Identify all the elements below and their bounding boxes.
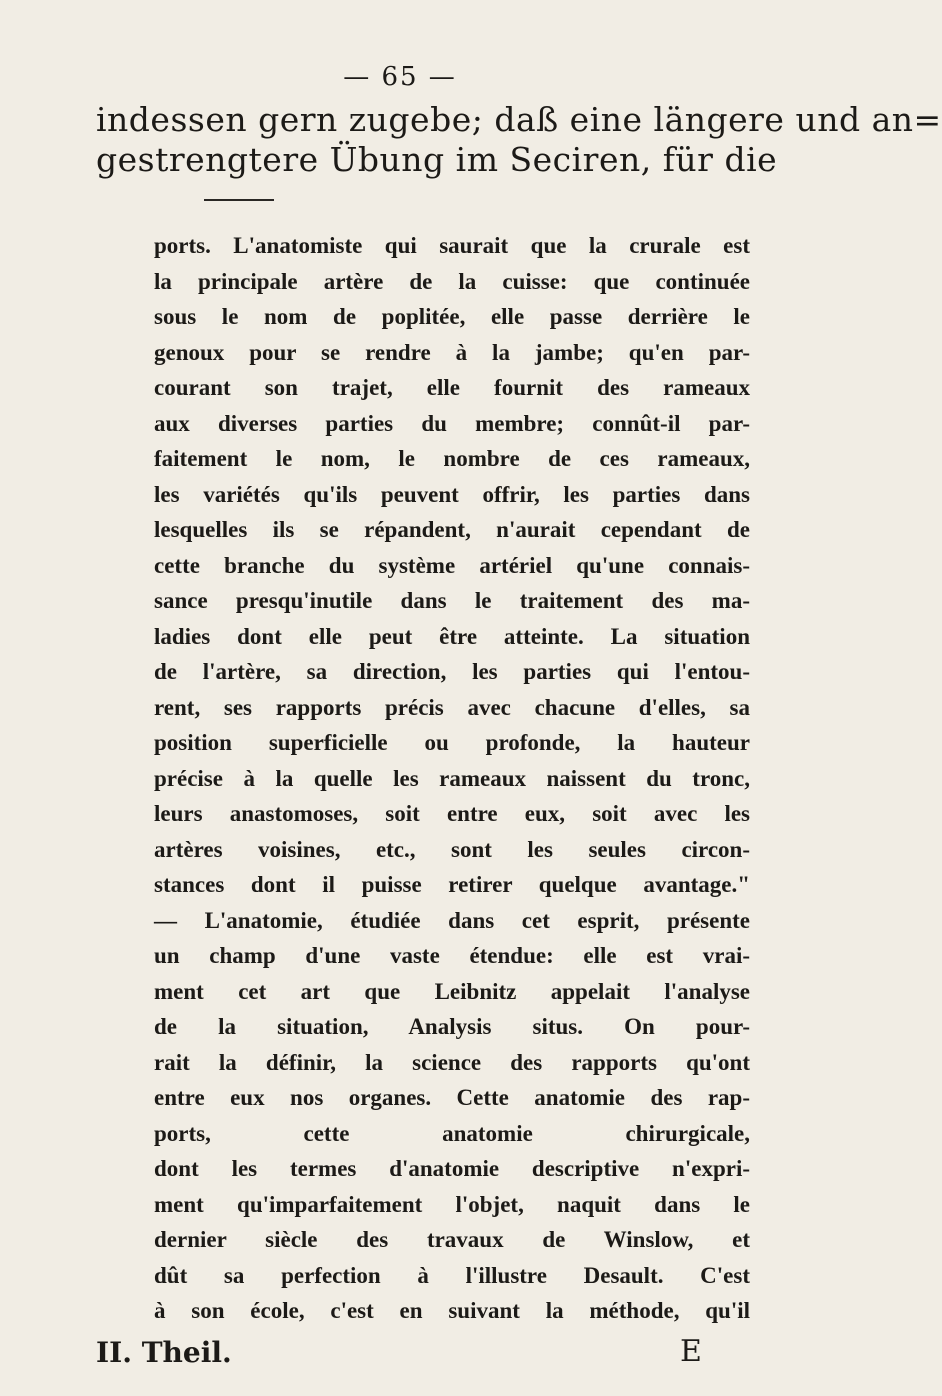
french-text-line: cette branche du système artériel qu'une connais-	[154, 552, 750, 578]
french-text-line: ment qu'imparfaitement l'objet, naquit dans le	[154, 1191, 750, 1217]
french-text-line: lesquelles ils se répandent, n'aurait cependant de	[154, 517, 750, 542]
french-text-line: aux diverses parties du membre; connût-il par-	[154, 410, 750, 436]
french-text-line: entre eux nos organes. Cette anatomie des rap-	[154, 1085, 750, 1110]
french-text-line: dût sa perfection à l'illustre Desault. C'est	[154, 1262, 750, 1288]
page-number: — 65 —	[343, 62, 457, 92]
german-text-line: gestrengtere Übung im Seciren, für die	[96, 140, 778, 179]
french-text-line: ports. L'anatomiste qui saurait que la crurale est	[154, 233, 750, 258]
french-text-line: — L'anatomie, étudiée dans cet esprit, présente	[154, 907, 750, 933]
french-text-line: stances dont il puisse retirer quelque avantage."	[154, 872, 750, 897]
french-text-line: artères voisines, etc., sont les seules circon-	[154, 836, 750, 862]
french-text-line: les variétés qu'ils peuvent offrir, les parties dans	[154, 481, 750, 507]
french-text-line: à son école, c'est en suivant la méthode, qu'il	[154, 1298, 750, 1323]
french-text-line: position superficielle ou profonde, la hauteur	[154, 730, 750, 755]
french-text-line: la principale artère de la cuisse: que continuée	[154, 268, 750, 294]
french-text-line: ladies dont elle peut être atteinte. La situation	[154, 623, 750, 649]
signature-mark: II. Theil.	[96, 1336, 232, 1369]
french-text-line: courant son trajet, elle fournit des rameaux	[154, 375, 750, 400]
french-text-line: de la situation, Analysis situs. On pour-	[154, 1014, 750, 1039]
french-text-line: ment cet art que Leibnitz appelait l'analyse	[154, 978, 750, 1004]
french-text-line: genoux pour se rendre à la jambe; qu'en par-	[154, 339, 750, 365]
french-text-line: précise à la quelle les rameaux naissent du tronc,	[154, 765, 750, 791]
french-text-line: rait la définir, la science des rapports qu'ont	[154, 1049, 750, 1075]
french-text-line: ports, cette anatomie chirurgicale,	[154, 1120, 750, 1146]
french-text-line: dont les termes d'anatomie descriptive n'expri-	[154, 1156, 750, 1181]
french-text-line: leurs anastomoses, soit entre eux, soit avec les	[154, 801, 750, 826]
french-text-line: un champ d'une vaste étendue: elle est vrai-	[154, 943, 750, 968]
french-text-line: sous le nom de poplitée, elle passe derrière le	[154, 304, 750, 329]
german-text-line: indessen gern zugebe; daß eine längere und an=	[96, 100, 942, 139]
separator-rule	[204, 199, 274, 201]
french-text-line: faitement le nom, le nombre de ces rameaux,	[154, 446, 750, 471]
catchword-letter: E	[680, 1334, 702, 1369]
french-text-line: rent, ses rapports précis avec chacune d'elles, sa	[154, 694, 750, 720]
french-text-line: de l'artère, sa direction, les parties qui l'entou-	[154, 659, 750, 684]
french-text-line: dernier siècle des travaux de Winslow, et	[154, 1227, 750, 1252]
french-text-line: sance presqu'inutile dans le traitement des ma-	[154, 588, 750, 613]
